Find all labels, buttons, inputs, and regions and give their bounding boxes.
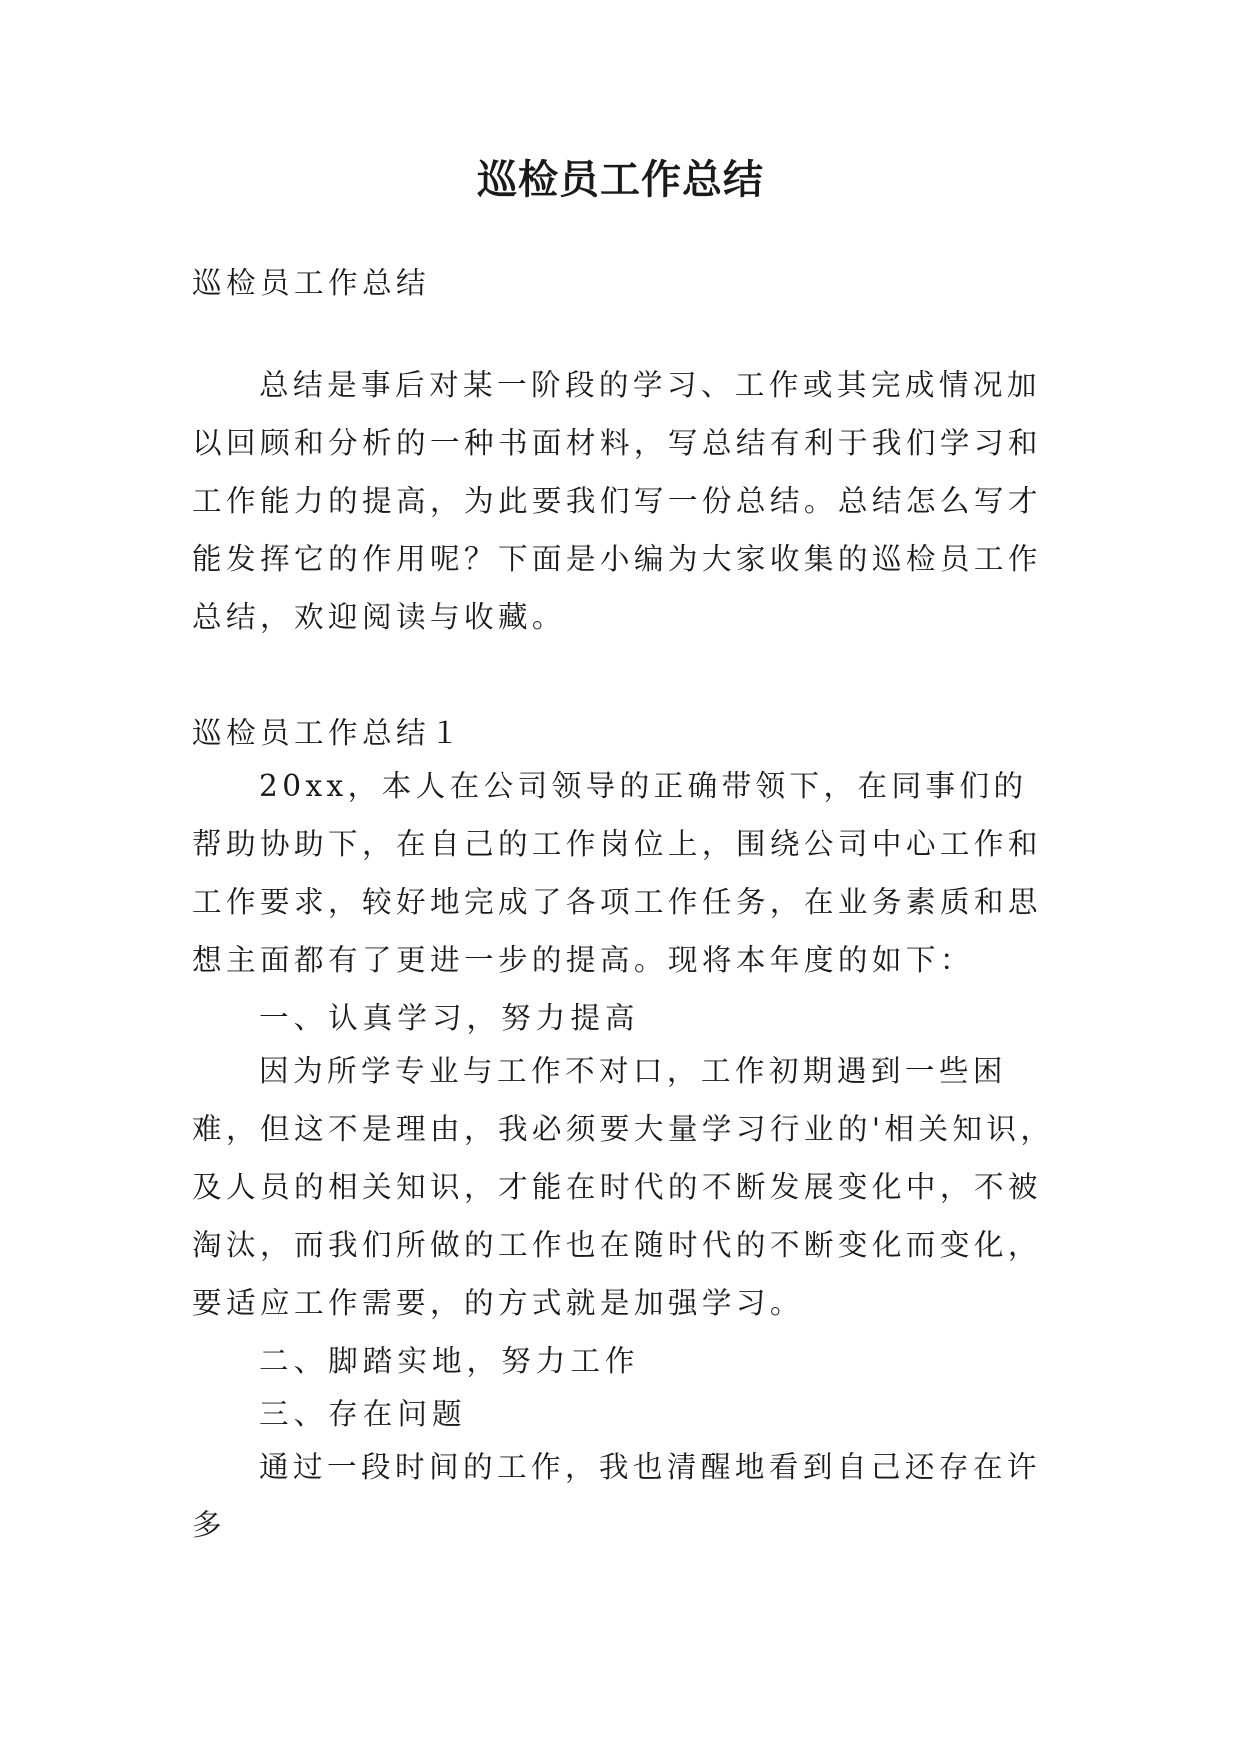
- item-heading: 一、认真学习，努力提高: [259, 1001, 640, 1035]
- item-heading: 三、存在问题: [259, 1397, 467, 1431]
- body-paragraph: 通过一段时间的工作，我也清醒地看到自己还存在许多: [192, 1450, 1041, 1542]
- body-paragraph: 20xx，本人在公司领导的正确带领下，在同事们的帮助协助下，在自己的工作岗位上，围绕公司中心工作和工作要求，较好地完成了各项工作任务，在业务素质和思想主面都有了更进一步的提高。现将本年度的如下：: [192, 769, 1042, 977]
- body-paragraph: 因为所学专业与工作不对口，工作初期遇到一些困难，但这不是理由，我必须要大量学习行业的'相关知识，及人员的相关知识，才能在时代的不断发展变化中，不被淘汰，而我们所做的工作也在随时代的不断变化而变化，要适应工作需要，的方式就是加强学习。: [192, 1054, 1055, 1320]
- intro-paragraph: 总结是事后对某一阶段的学习、工作或其完成情况加以回顾和分析的一种书面材料，写总结有利于我们学习和工作能力的提高，为此要我们写一份总结。总结怎么写才能发挥它的作用呢？下面是小编为大家收集的巡检员工作总结，欢迎阅读与收藏。: [192, 368, 1042, 634]
- item-heading: 二、脚踏实地，努力工作: [259, 1344, 640, 1378]
- section-heading: 巡检员工作总结１: [192, 716, 464, 750]
- document-title: 巡检员工作总结: [477, 156, 764, 203]
- document-subtitle: 巡检员工作总结: [192, 266, 430, 300]
